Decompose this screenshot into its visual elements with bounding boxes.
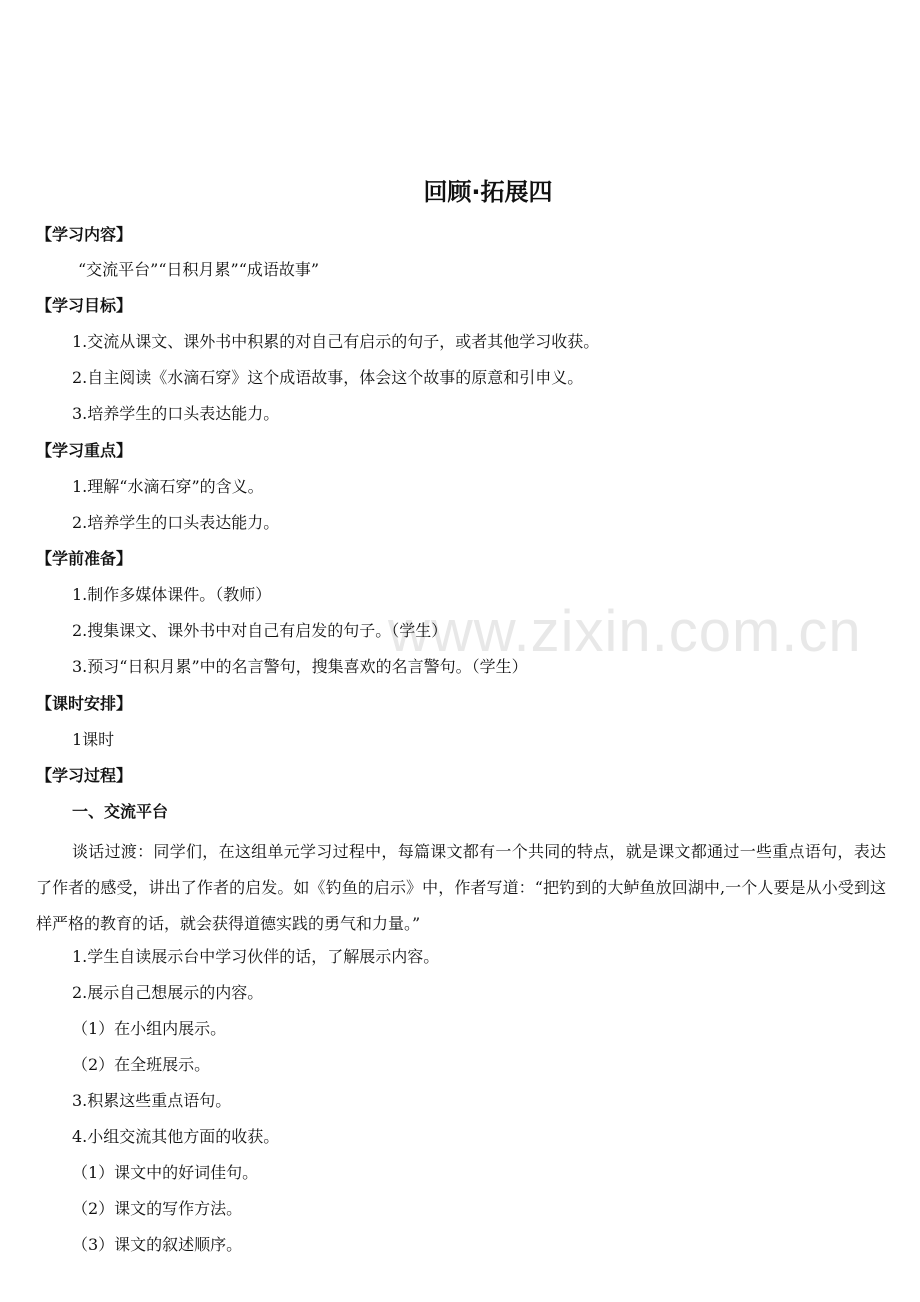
- process-paragraph: 谈话过渡：同学们，在这组单元学习过程中，每篇课文都有一个共同的特点，就是课文都通过一些重点语句，表达了作者的感受，讲出了作者的启发。如《钓鱼的启示》中，作者写道：“把钓到的大鲈鱼放回湖中,一个人要是从小受到这样严格的教育的话，就会获得道德实践的勇气和力量。”: [36, 842, 886, 933]
- process-item: （1）课文中的好词佳句。: [72, 1163, 259, 1182]
- prep-item: 1.制作多媒体课件。（教师）: [72, 585, 272, 604]
- process-item: 4.小组交流其他方面的收获。: [72, 1127, 280, 1146]
- process-item: 2.展示自己想展示的内容。: [72, 983, 264, 1002]
- process-item: （2）在全班展示。: [72, 1055, 211, 1074]
- watermark: www.zixin.com.cn: [388, 599, 862, 664]
- process-item: 1.学生自读展示台中学习伙伴的话，了解展示内容。: [72, 947, 440, 966]
- process-item: （1）在小组内展示。: [72, 1019, 227, 1038]
- goal-item: 3.培养学生的口头表达能力。: [72, 404, 280, 423]
- heading-content: 【学习内容】: [36, 225, 133, 244]
- heading-prep: 【学前准备】: [36, 549, 133, 568]
- focus-item: 1.理解“水滴石穿”的含义。: [72, 477, 264, 496]
- heading-focus: 【学习重点】: [36, 441, 133, 460]
- goal-item: 2.自主阅读《水滴石穿》这个成语故事，体会这个故事的原意和引申义。: [72, 368, 584, 387]
- heading-schedule: 【课时安排】: [36, 694, 133, 713]
- content-text: “交流平台”“日积月累”“成语故事”: [78, 260, 320, 279]
- process-item: （2）课文的写作方法。: [72, 1199, 243, 1218]
- focus-item: 2.培养学生的口头表达能力。: [72, 513, 280, 532]
- process-item: （3）课文的叙述顺序。: [72, 1235, 243, 1254]
- schedule-text: 1课时: [72, 730, 115, 749]
- goal-item: 1.交流从课文、课外书中积累的对自己有启示的句子，或者其他学习收获。: [72, 332, 600, 351]
- heading-goals: 【学习目标】: [36, 296, 133, 315]
- prep-item: 3.预习“日积月累”中的名言警句，搜集喜欢的名言警句。（学生）: [72, 657, 528, 676]
- heading-process: 【学习过程】: [36, 766, 133, 785]
- prep-item: 2.搜集课文、课外书中对自己有启发的句子。（学生）: [72, 621, 448, 640]
- document-title: 回顾·拓展四: [423, 178, 553, 206]
- process-subheading: 一、交流平台: [72, 802, 169, 821]
- process-item: 3.积累这些重点语句。: [72, 1091, 232, 1110]
